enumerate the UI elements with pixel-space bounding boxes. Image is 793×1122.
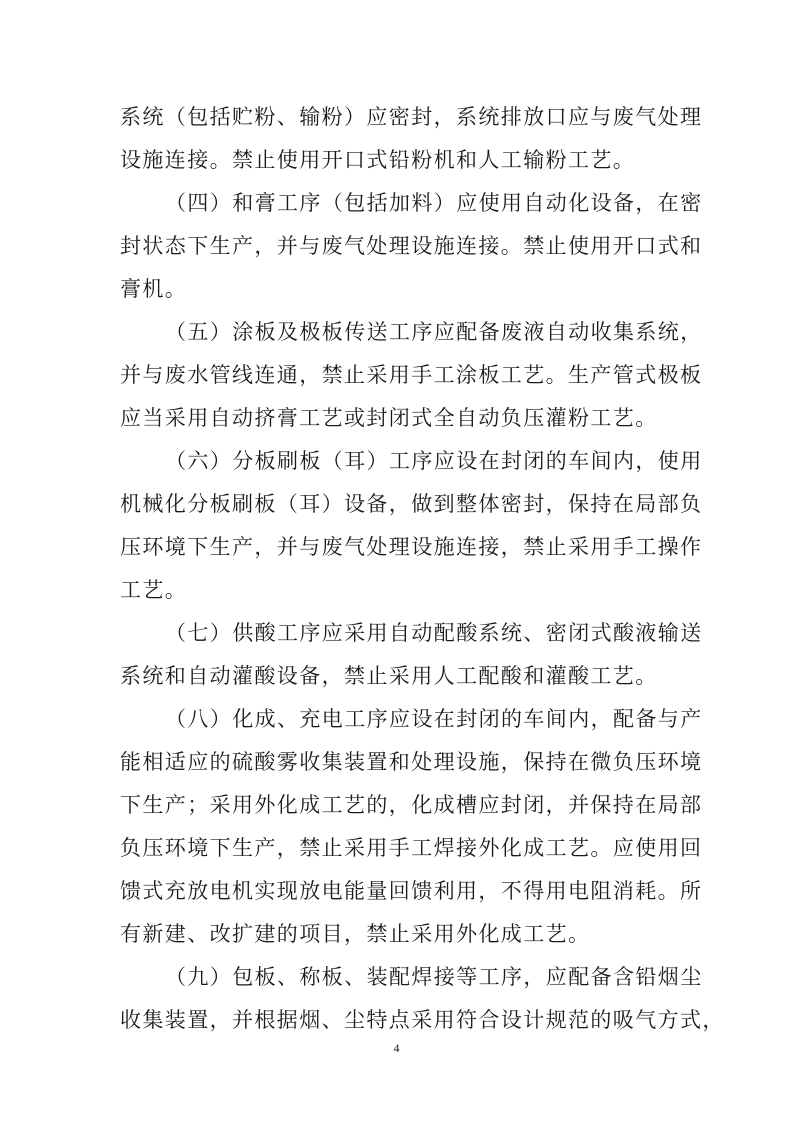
text-line-14: 系统和自动灌酸设备，禁止采用人工配酸和灌酸工艺。 bbox=[120, 664, 658, 688]
text-line-7: 并与废水管线连通，禁止采用手工涂板工艺。生产管式极板 bbox=[120, 363, 703, 387]
text-line-20: 有新建、改扩建的项目，禁止采用外化成工艺。 bbox=[120, 922, 591, 946]
text-line-5: 膏机。 bbox=[120, 277, 188, 301]
text-line-3: （四）和膏工序（包括加料）应使用自动化设备，在密 bbox=[165, 191, 703, 215]
text-line-11: 压环境下生产，并与废气处理设施连接，禁止采用手工操作 bbox=[120, 535, 703, 559]
text-line-13: （七）供酸工序应采用自动配酸系统、密闭式酸液输送 bbox=[165, 621, 703, 645]
text-line-12: 工艺。 bbox=[120, 578, 188, 602]
text-line-18: 负压环境下生产，禁止采用手工焊接外化成工艺。应使用回 bbox=[120, 836, 703, 860]
text-line-17: 下生产；采用外化成工艺的，化成槽应封闭，并保持在局部 bbox=[120, 793, 703, 817]
text-line-10: 机械化分板刷板（耳）设备，做到整体密封，保持在局部负 bbox=[120, 492, 703, 516]
page-number: 4 bbox=[393, 1041, 400, 1055]
text-line-1: 系统（包括贮粉、输粉）应密封，系统排放口应与废气处理 bbox=[120, 105, 703, 129]
text-line-15: （八）化成、充电工序应设在封闭的车间内，配备与产 bbox=[165, 707, 703, 731]
text-line-2: 设施连接。禁止使用开口式铅粉机和人工输粉工艺。 bbox=[120, 148, 636, 172]
text-line-21: （九）包板、称板、装配焊接等工序，应配备含铅烟尘 bbox=[165, 965, 703, 989]
text-line-9: （六）分板刷板（耳）工序应设在封闭的车间内，使用 bbox=[165, 449, 703, 473]
text-line-8: 应当采用自动挤膏工艺或封闭式全自动负压灌粉工艺。 bbox=[120, 406, 658, 430]
text-line-6: （五）涂板及极板传送工序应配备废液自动收集系统， bbox=[165, 320, 703, 344]
text-line-4: 封状态下生产，并与废气处理设施连接。禁止使用开口式和 bbox=[120, 234, 703, 258]
text-line-19: 馈式充放电机实现放电能量回馈利用，不得用电阻消耗。所 bbox=[120, 879, 703, 903]
text-line-16: 能相适应的硫酸雾收集装置和处理设施，保持在微负压环境 bbox=[120, 750, 703, 774]
text-line-22: 收集装置，并根据烟、尘特点采用符合设计规范的吸气方式， bbox=[120, 1008, 725, 1032]
